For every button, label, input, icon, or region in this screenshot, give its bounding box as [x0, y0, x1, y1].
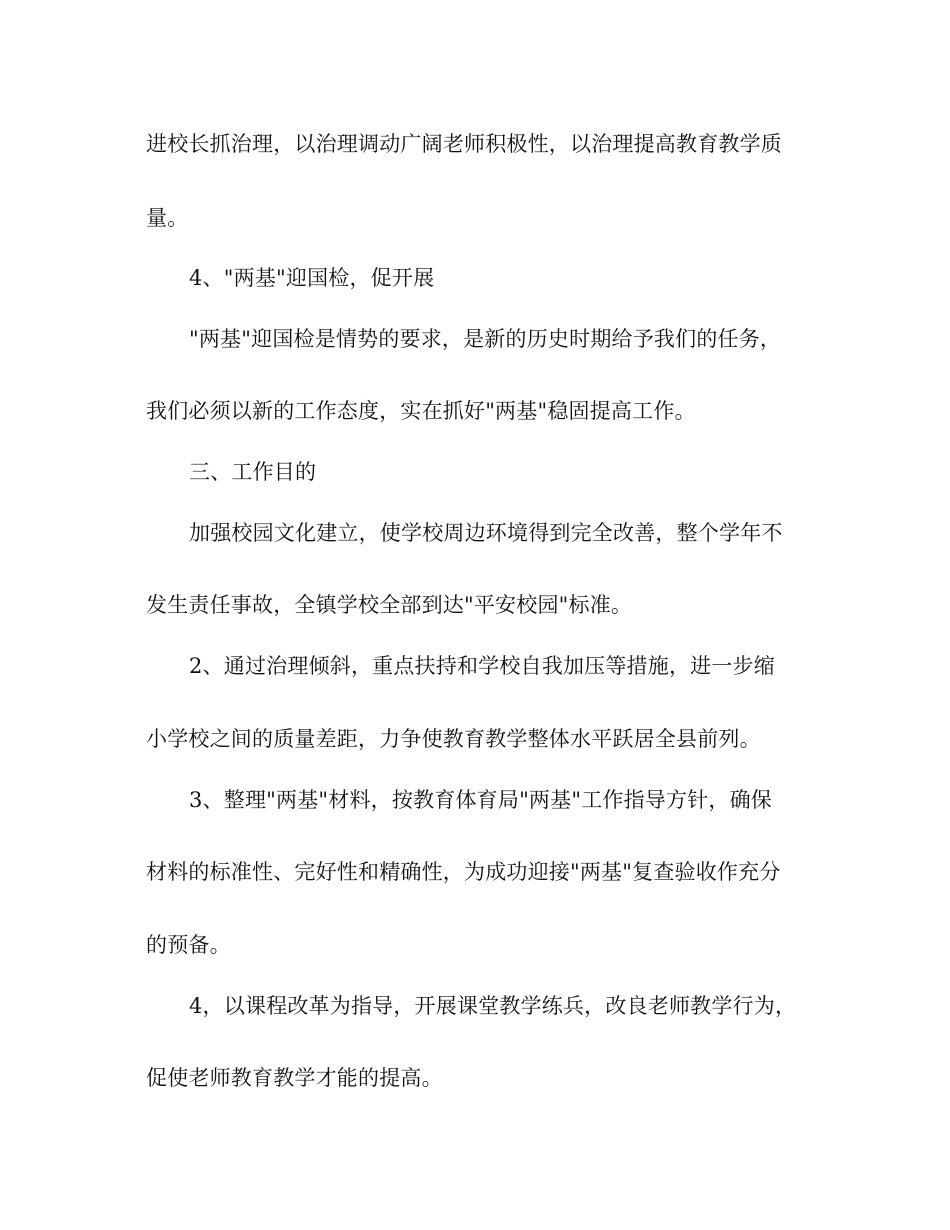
text-line: 发生责任事故，全镇学校全部到达"平安校园"标准。 [146, 593, 633, 617]
text-line: 2、通过治理倾斜，重点扶持和学校自我加压等措施，进一步缩 [189, 654, 775, 678]
text-line: 4，以课程改革为指导，开展课堂教学练兵，改良老师教学行为， [189, 994, 797, 1018]
text-line: 我们必须以新的工作态度，实在抓好"两基"稳固提高工作。 [146, 399, 696, 423]
text-line: 的预备。 [146, 933, 231, 957]
text-line: 3、整理"两基"材料，按教育体育局"两基"工作指导方针，确保 [189, 788, 772, 812]
section-heading: 三、工作目的 [189, 460, 317, 484]
text-line: 进校长抓治理，以治理调动广阔老师积极性，以治理提高教育教学质 [146, 132, 782, 156]
text-line: 小学校之间的质量差距，力争使教育教学整体水平跃居全县前列。 [146, 727, 761, 751]
text-line: "两基"迎国检是情势的要求，是新的历史时期给予我们的任务， [189, 327, 782, 351]
section-heading: 4、"两基"迎国检，促开展 [189, 266, 435, 290]
text-line: 加强校园文化建立，使学校周边环境得到完全改善，整个学年不 [189, 521, 783, 545]
text-line: 促使老师教育教学才能的提高。 [146, 1066, 443, 1090]
text-line: 量。 [146, 206, 189, 230]
text-line: 材料的标准性、完好性和精确性，为成功迎接"两基"复查验收作充分 [146, 860, 781, 884]
